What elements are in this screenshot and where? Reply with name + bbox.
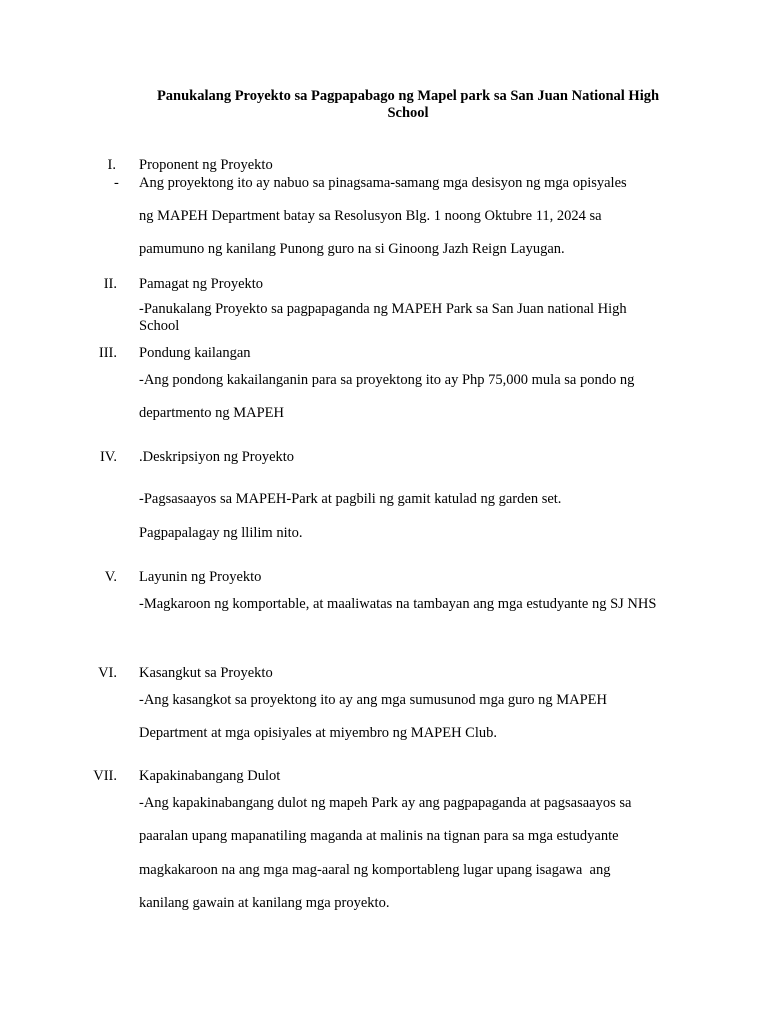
section-number: I.: [107, 157, 116, 173]
section-text-line: departmento ng MAPEH: [139, 405, 284, 421]
section-number: V.: [104, 569, 117, 585]
section-text-line: Ang proyektong ito ay nabuo sa pinagsama-samang mga desisyon ng mga opisyales: [139, 175, 627, 191]
section-text-line: -Ang pondong kakailanganin para sa proyektong ito ay Php 75,000 mula sa pondo ng: [139, 372, 635, 388]
section-text-line: kanilang gawain at kanilang mga proyekto.: [139, 895, 390, 911]
section-heading: Kapakinabangang Dulot: [139, 768, 281, 784]
section-text-paragraph: -Magkaroon ng komportable, at maaliwatas na tambayan ang mga estudyante ng SJ NHS: [139, 596, 657, 612]
section-number: IV.: [99, 449, 117, 465]
document-title: Panukalang Proyekto sa Pagpapabago ng Mapel park sa San Juan National High School: [156, 88, 660, 121]
section-text-line: pamumuno ng kanilang Punong guro na si Ginoong Jazh Reign Layugan.: [139, 241, 565, 257]
bullet-dash: -: [114, 175, 119, 191]
section-number: VII.: [93, 768, 117, 784]
section-heading: Pondung kailangan: [139, 345, 251, 361]
section-heading: .Deskripsiyon ng Proyekto: [139, 449, 295, 465]
section-text-line: ng MAPEH Department batay sa Resolusyon Blg. 1 noong Oktubre 11, 2024 sa: [139, 208, 602, 224]
section-number: II.: [103, 276, 117, 292]
section-number: VI.: [98, 665, 117, 681]
section-text-line: magkakaroon na ang mga mag-aaral ng komportableng lugar upang isagawa ang: [139, 862, 611, 878]
section-text-line: paaralan upang mapanatiling maganda at malinis na tignan para sa mga estudyante: [139, 828, 619, 844]
section-text-paragraph: -Panukalang Proyekto sa pagpapaganda ng MAPEH Park sa San Juan national High School: [139, 301, 627, 334]
section-heading: Layunin ng Proyekto: [139, 569, 262, 585]
section-text-line: Department at mga opisiyales at miyembro ng MAPEH Club.: [139, 725, 498, 741]
section-number: III.: [98, 345, 117, 361]
section-heading: Proponent ng Proyekto: [139, 157, 273, 173]
section-heading: Pamagat ng Proyekto: [139, 276, 264, 292]
section-text-line: -Ang kapakinabangang dulot ng mapeh Park ay ang pagpapaganda at pagsasaayos sa: [139, 795, 632, 811]
section-heading: Kasangkut sa Proyekto: [139, 665, 273, 681]
section-text-line: -Pagsasaayos sa MAPEH-Park at pagbili ng gamit katulad ng garden set.: [139, 491, 562, 507]
section-text-line: -Ang kasangkot sa proyektong ito ay ang mga sumusunod mga guro ng MAPEH: [139, 692, 607, 708]
section-text-line: Pagpapalagay ng llilim nito.: [139, 525, 303, 541]
